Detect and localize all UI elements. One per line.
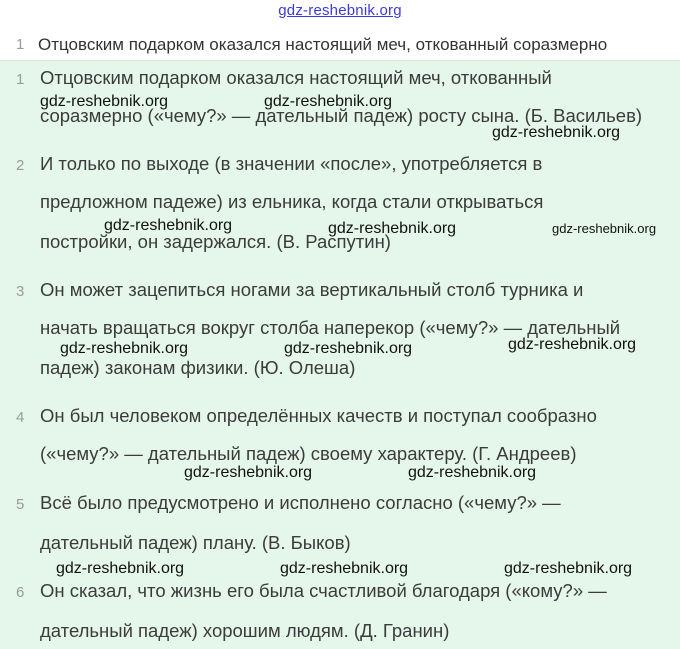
watermark-stamp: gdz-reshebnik.org [184,464,313,481]
sentence-number: 3 [16,283,25,300]
sentence-number: 1 [16,71,25,88]
watermark-stamp: gdz-reshebnik.org [104,217,233,234]
sentence-line: Он был человеком определённых качеств и поступал сообразно [40,405,597,426]
watermark-stamp: gdz-reshebnik.org [492,124,621,141]
sentence-line: Он сказал, что жизнь его была счастливой благодаря («кому?» — [40,580,607,601]
watermark-stamp: gdz-reshebnik.org [60,340,189,357]
sentence-number: 5 [16,496,25,513]
watermark-stamp: gdz-reshebnik.org [552,221,657,236]
sentence-line: Он может зацепиться ногами за вертикальный столб турника и [40,279,584,300]
watermark-stamp: gdz-reshebnik.org [504,560,633,577]
watermark-stamp: gdz-reshebnik.org [284,340,413,357]
watermark-stamp: gdz-reshebnik.org [408,464,537,481]
sentence-line: дательный падеж) хорошим людям. (Д. Гранин) [40,620,450,641]
sentence-number: 4 [16,409,25,426]
watermark-stamp: gdz-reshebnik.org [264,93,393,110]
sentence-number: 6 [16,584,25,601]
sentence-line: дательный падеж) плану. (В. Быков) [40,532,351,553]
sentence-line: Всё было предусмотрено и исполнено согласно («чему?» — [40,492,561,513]
sentence-line: соразмерно («чему?» — дательный падеж) росту сына. (Б. Васильев) [40,105,643,126]
sentence-line: Отцовским подарком оказался настоящий меч, откованный [40,67,552,88]
watermark-stamp: gdz-reshebnik.org [280,560,409,577]
sentence-line: падеж) законам физики. (Ю. Олеша) [40,357,356,378]
sentence-line: постройки, он задержался. (В. Распутин) [40,231,391,252]
answer-panel [0,60,680,649]
sentence-line: предложном падеже) из ельника, когда стали открываться [40,191,544,212]
sentence-line: («чему?» — дательный падеж) своему характеру. (Г. Андреев) [40,443,577,464]
sentence-line: начать вращаться вокруг столба наперекор («чему?» — дательный [40,317,621,338]
watermark-stamp: gdz-reshebnik.org [40,93,169,110]
watermark-stamp: gdz-reshebnik.org [328,220,457,237]
watermark-stamp: gdz-reshebnik.org [508,336,637,353]
sentence-number: 2 [16,157,25,174]
preview-line-text: Отцовским подарком оказался настоящий меч, откованный соразмерно [38,35,608,54]
preview-line [0,30,680,60]
preview-line-number: 1 [16,36,25,53]
site-watermark-top: gdz-reshebnik.org [278,2,402,19]
watermark-stamp: gdz-reshebnik.org [56,560,185,577]
sentence-line: И только по выходе (в значении «после», употребляется в [40,153,543,174]
